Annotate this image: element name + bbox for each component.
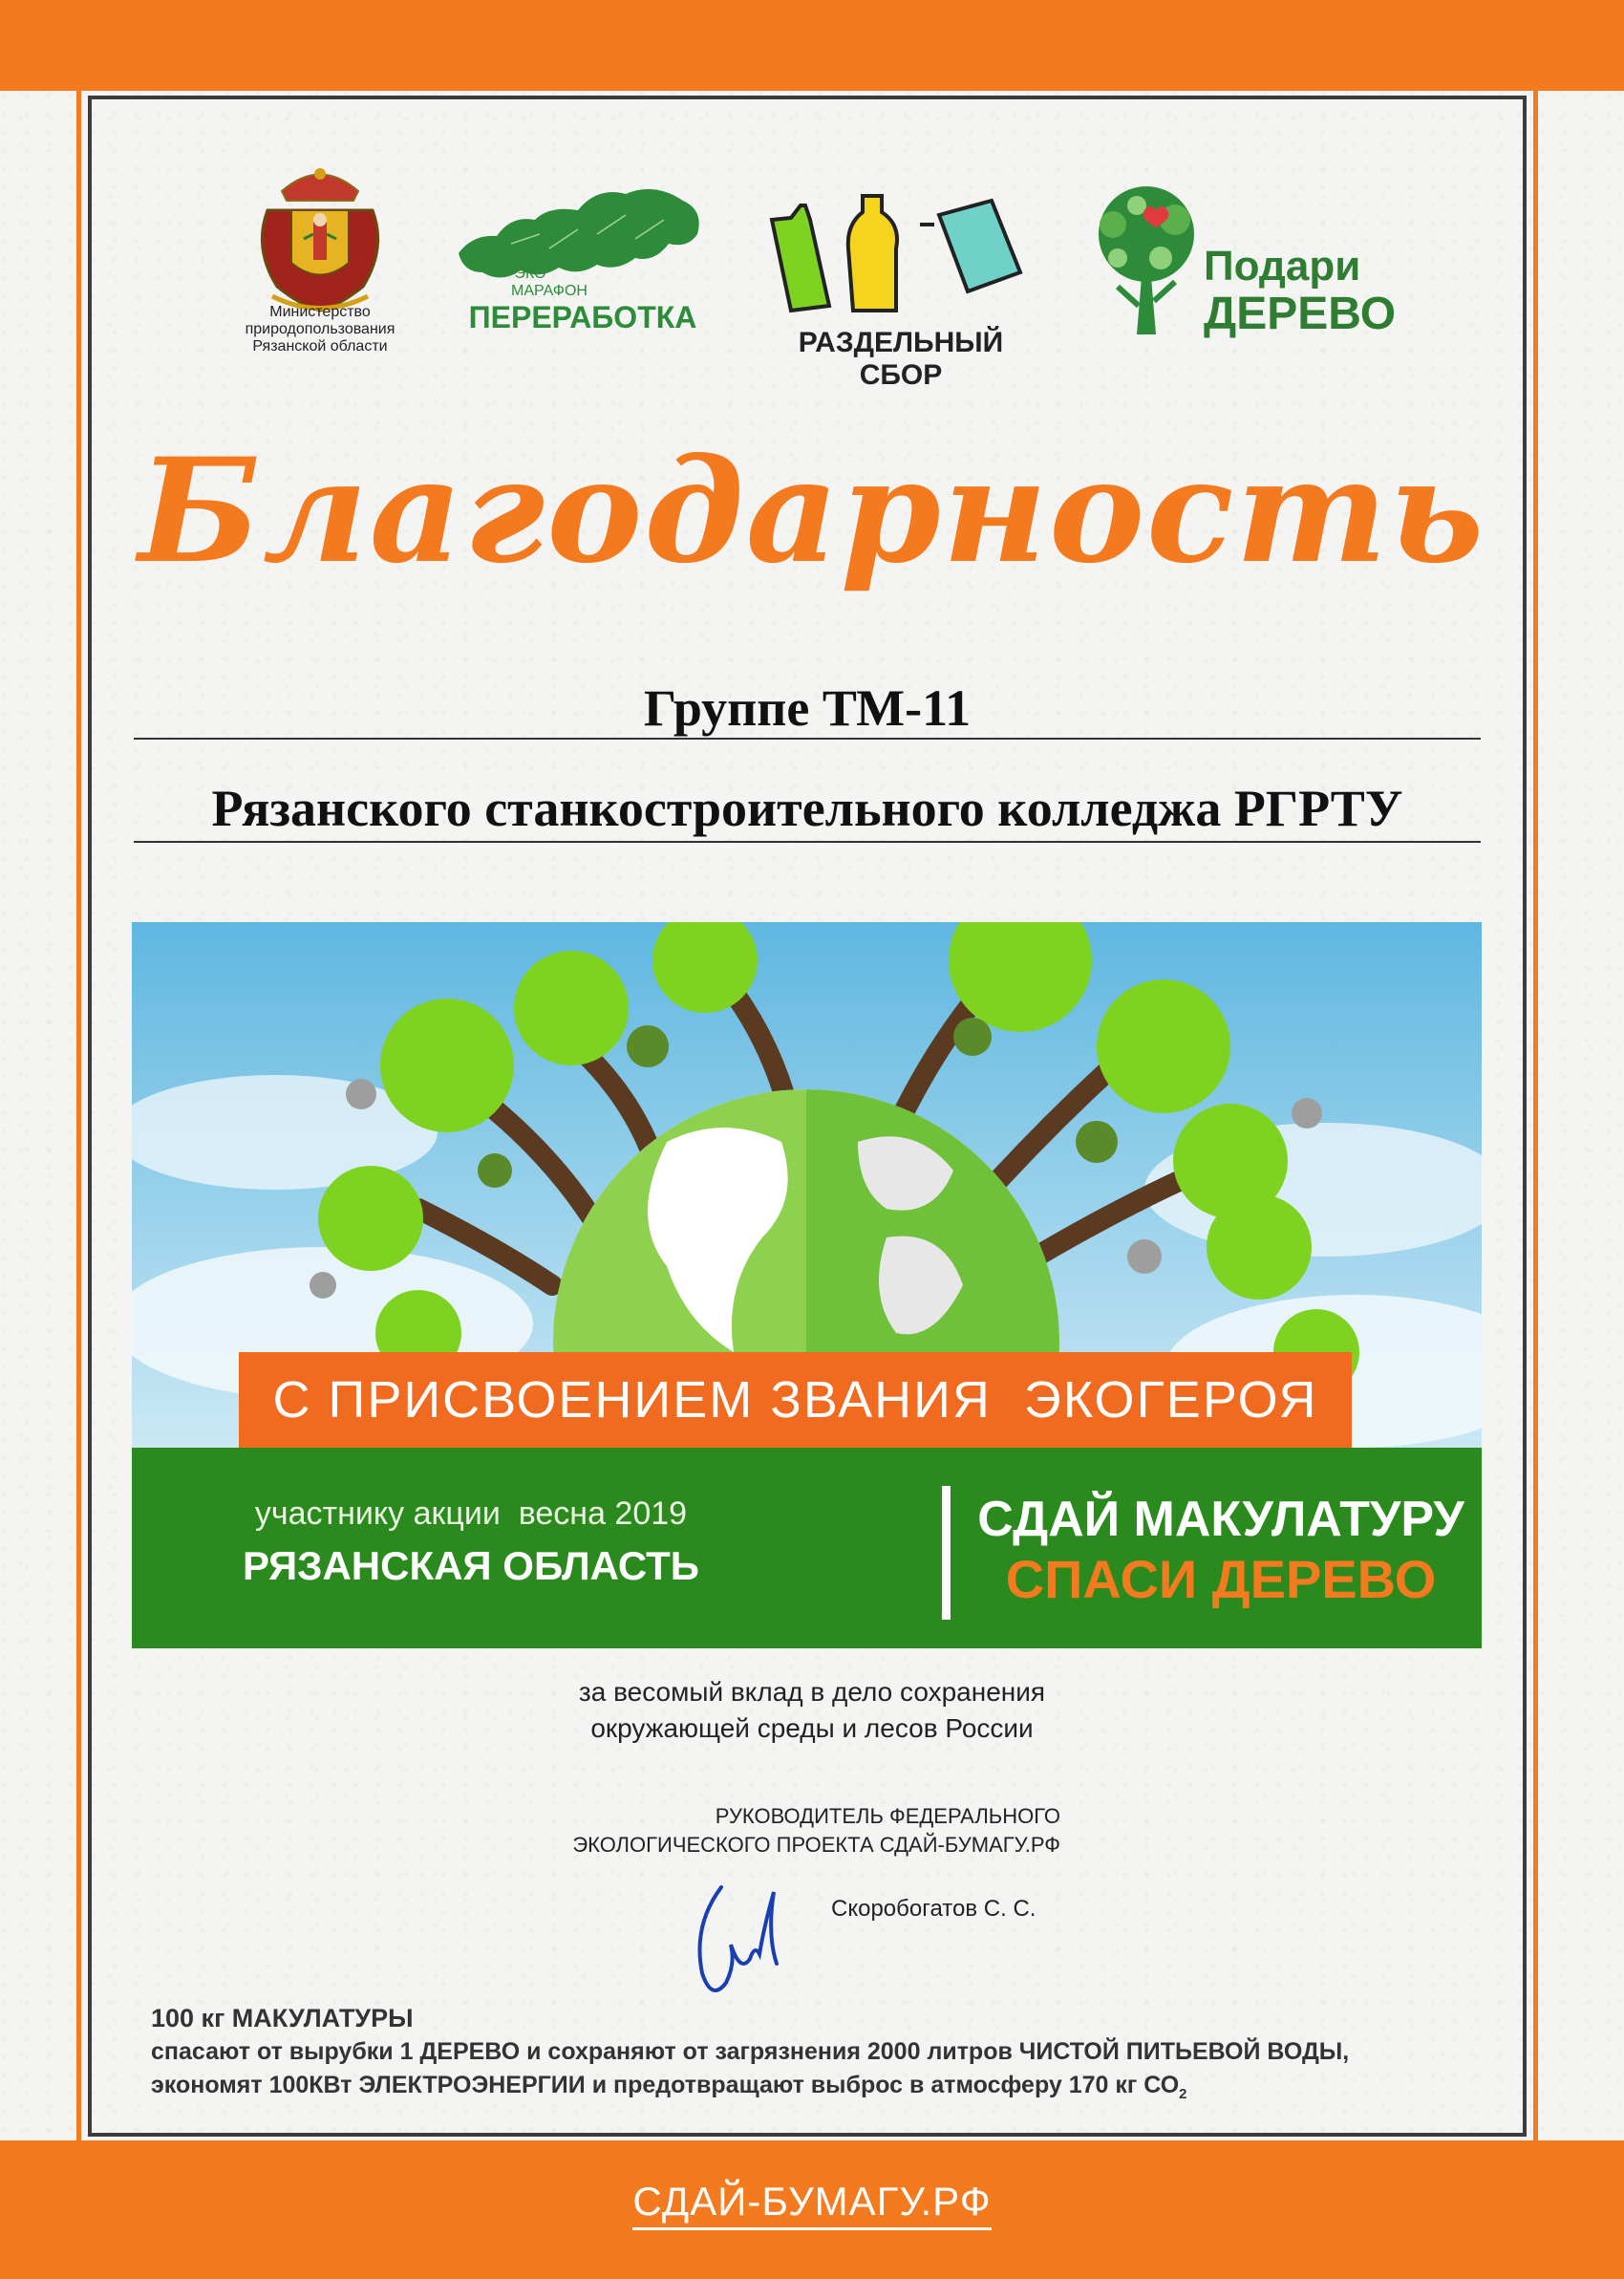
footer-url-text[interactable]: СДАЙ-БУМАГУ.РФ [632, 2179, 991, 2230]
reason-line-1: за весомый вклад в дело сохранения [578, 1677, 1046, 1707]
ministry-caption [220, 304, 420, 355]
ministry-caption-line-1: Министерство [269, 304, 371, 320]
ministry-caption-line-2: природопользования [245, 321, 395, 337]
coat-of-arms-icon [248, 162, 392, 315]
eco-hero-title: С ПРИСВОЕНИЕМ ЗВАНИЯ ЭКОГЕРОЯ [272, 1371, 1318, 1429]
co2-subscript: 2 [1179, 2086, 1187, 2102]
facts-line-2 [151, 2069, 1507, 2111]
pererabotka-label: ПЕРЕРАБОТКА [468, 300, 697, 334]
podari-label: Подари [1204, 243, 1361, 290]
signature-icon [683, 1868, 798, 2011]
role-line-2: ЭКОЛОГИЧЕСКОГО ПРОЕКТА СДАЙ-БУМАГУ.РФ [572, 1833, 1060, 1857]
podari-derevo-text [1204, 244, 1423, 339]
campaign-divider [942, 1486, 951, 1620]
derevo-label: ДЕРЕВО [1204, 289, 1397, 339]
eco-marathon-text [454, 266, 712, 334]
campaign-banner [132, 1448, 1482, 1648]
slogan-line-2: СПАСИ ДЕРЕВО [1005, 1549, 1437, 1609]
recipient-org: Рязанского станкостроительного колледжа РГРТУ [211, 780, 1403, 837]
recipient-org-underline [134, 841, 1481, 843]
eco-hero-title-banner [239, 1352, 1352, 1448]
tree-heart-icon [1079, 182, 1213, 344]
recipient-group: Группе ТМ-11 [643, 679, 972, 737]
facts-line-2-text: экономят 100КВт ЭЛЕКТРОЭНЕРГИИ и предотвращают выброс в атмосферу 170 кг СО [151, 2072, 1180, 2098]
region-line: РЯЗАНСКАЯ ОБЛАСТЬ [243, 1543, 699, 1588]
facts-line-1: спасают от вырубки 1 ДЕРЕВО и сохраняют от загрязнения 2000 литров ЧИСТОЙ ПИТЬЕВОЙ ВОДЫ, [151, 2038, 1350, 2065]
ministry-caption-line-3: Рязанской области [252, 338, 388, 355]
reason-text [382, 1674, 1242, 1747]
facts-block [151, 2002, 1507, 2111]
eco-label: ЭКО [514, 266, 546, 282]
campaign-right-block [963, 1448, 1479, 1648]
campaign-left-block [132, 1448, 810, 1648]
slogan-line-1: СДАЙ МАКУЛАТУРУ [977, 1492, 1464, 1547]
footer-website [0, 2179, 1624, 2225]
facts-title: 100 кг МАКУЛАТУРЫ [151, 2004, 414, 2032]
signatory-name: Скоробогатов С. С. [831, 1896, 1036, 1922]
participant-line: участнику акции весна 2019 [254, 1495, 688, 1532]
signatory-role [478, 1802, 1060, 1860]
separate-collection-icon [762, 191, 1030, 325]
reason-line-2: окружающей среды и лесов России [590, 1713, 1034, 1743]
role-line-1: РУКОВОДИТЕЛЬ ФЕДЕРАЛЬНОГО [715, 1804, 1060, 1828]
top-orange-band [0, 0, 1624, 91]
certificate-heading: Благодарность [138, 427, 1486, 595]
recipient-group-underline [134, 738, 1481, 740]
separate-collection-caption: РАЗДЕЛЬНЫЙ СБОР [798, 327, 1004, 391]
marathon-label: МАРАФОН [511, 283, 588, 299]
partner-logos [239, 153, 1433, 391]
